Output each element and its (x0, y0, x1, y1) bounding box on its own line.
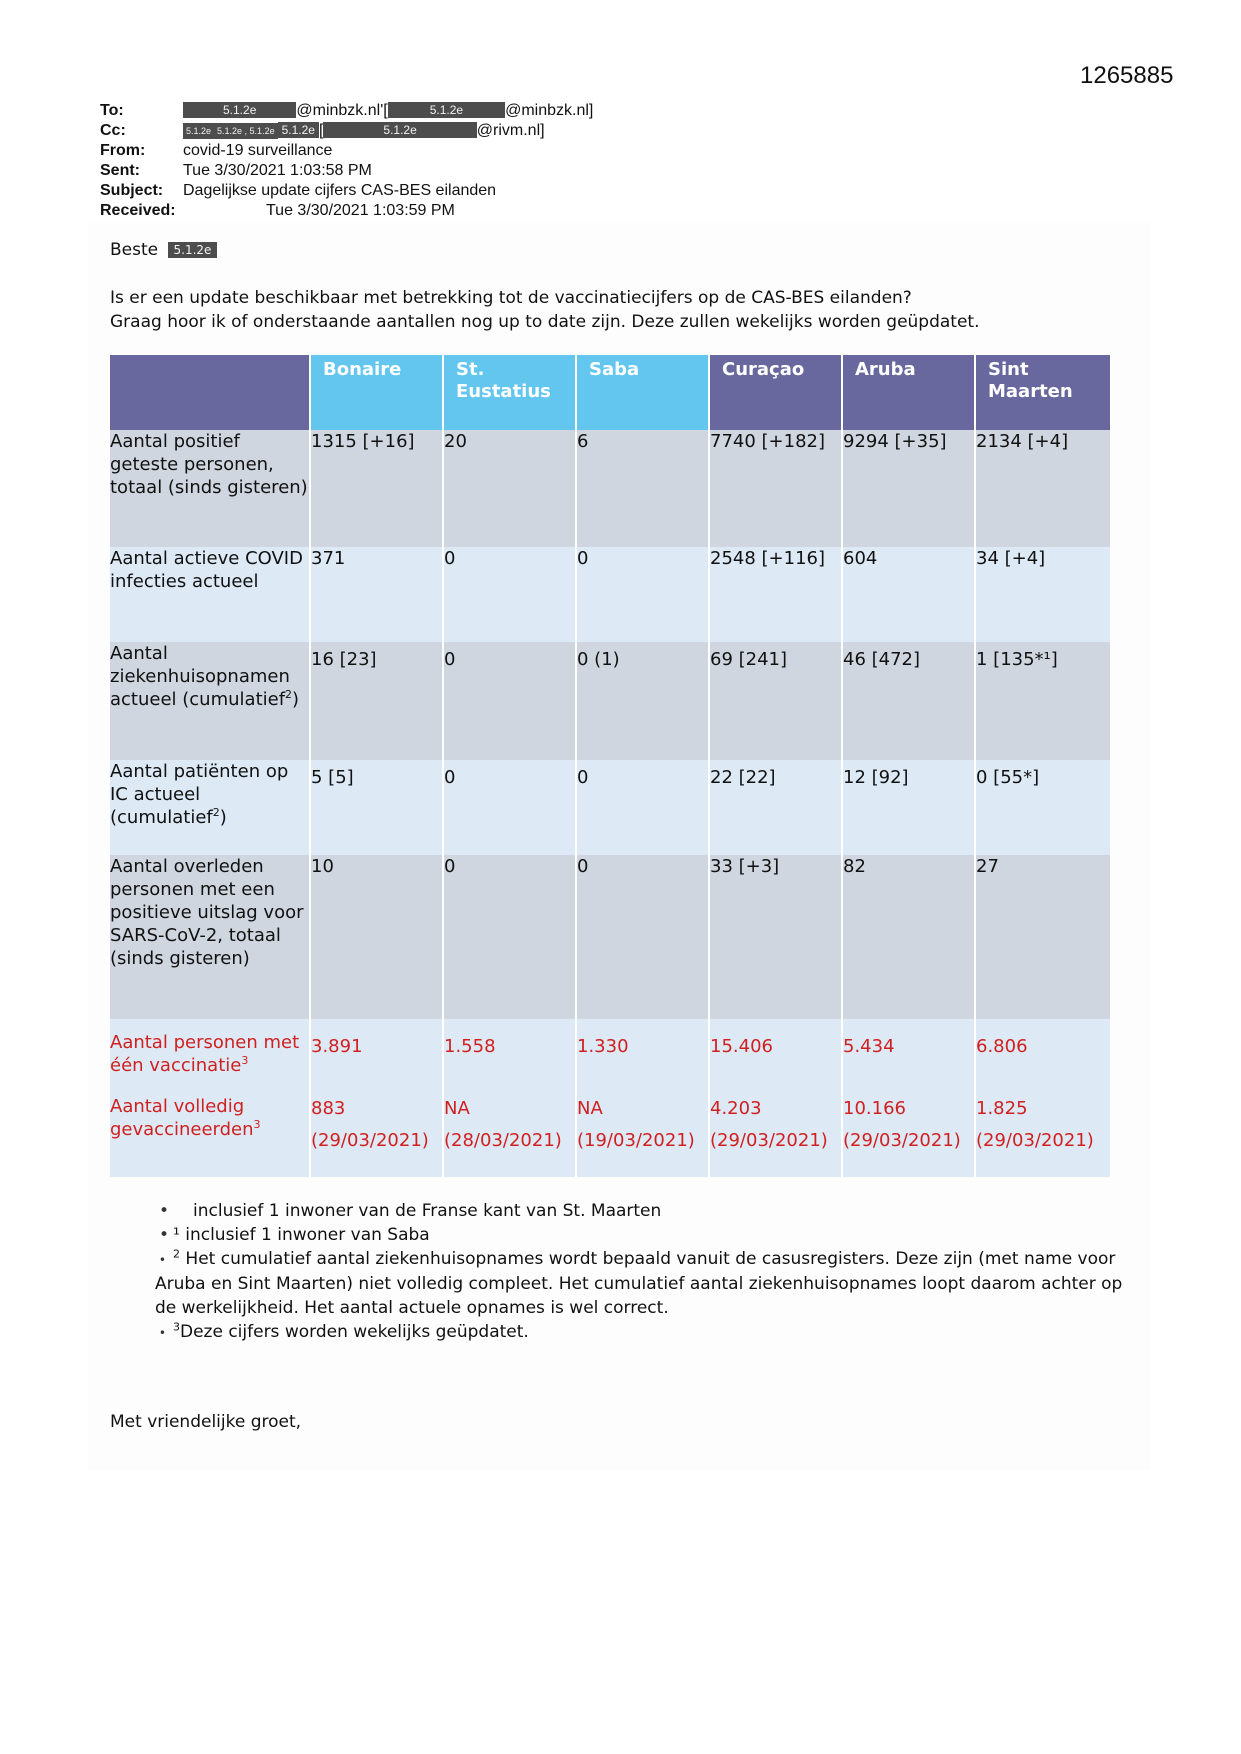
intro-line-2: Graag hoor ik of onderstaande aantallen nog up to date zijn. Deze zullen wekelijks worden geüpdatet. (110, 312, 980, 332)
cc-value (183, 121, 545, 141)
table-row (110, 430, 1110, 547)
table-cell: 0 (576, 760, 709, 855)
column-header: Sint Maarten (975, 355, 1110, 430)
table-row (110, 760, 1110, 855)
table-cell (443, 1091, 576, 1177)
table-cell: 20 (443, 430, 576, 547)
table-cell: 5 [5] (310, 760, 443, 855)
table-cell: 27 (975, 855, 1110, 1019)
table-cell (576, 1091, 709, 1177)
redaction: 5.1.2e (278, 122, 319, 138)
row-label-suffix: ) (219, 807, 227, 828)
footnote-mark: 3 (173, 1320, 180, 1334)
covid-stats-table (110, 355, 1110, 1177)
footnote-ref: 2 (212, 806, 220, 819)
footnote-text: Deze cijfers worden wekelijks geüpdatet. (180, 1322, 529, 1342)
cell-date: (28/03/2021) (444, 1130, 562, 1151)
table-cell: 34 [+4] (975, 547, 1110, 642)
table-cell: 3.891 (310, 1019, 443, 1091)
table-cell: 0 [55*] (975, 760, 1110, 855)
from-value: covid-19 surveillance (183, 142, 333, 159)
table-cell: 6.806 (975, 1019, 1110, 1091)
closing: Met vriendelijke groet, (110, 1412, 302, 1432)
table-cell: 2134 [+4] (975, 430, 1110, 547)
to-domain-1: @minbzk.nl'[ (296, 102, 388, 119)
table-cell: 15.406 (709, 1019, 842, 1091)
row-label-text: Aantal volledig gevaccineerden (110, 1096, 254, 1140)
footnote-item (155, 1320, 1135, 1345)
table-cell: 82 (842, 855, 975, 1019)
table-cell: 0 (443, 642, 576, 760)
row-label-text: Aantal personen met één vaccinatie (110, 1032, 300, 1076)
column-header: St. Eustatius (443, 355, 576, 430)
subject-value: Dagelijkse update cijfers CAS-BES eilanden (183, 182, 497, 199)
table-cell: 0 (443, 760, 576, 855)
column-header: Saba (576, 355, 709, 430)
row-label: Aantal positief geteste personen, totaal (sinds gisteren) (110, 430, 310, 547)
table-cell: 33 [+3] (709, 855, 842, 1019)
footnote-mark: 2 (173, 1247, 180, 1261)
table-cell: 1.330 (576, 1019, 709, 1091)
footnote-ref: 2 (285, 688, 293, 701)
row-label (110, 642, 310, 760)
cell-date: (29/03/2021) (311, 1130, 429, 1151)
cell-date: (29/03/2021) (976, 1130, 1094, 1151)
table-cell: 9294 [+35] (842, 430, 975, 547)
table-cell: 10 (310, 855, 443, 1019)
document-number: 1265885 (1080, 62, 1174, 89)
redaction: 5.1.2e (323, 122, 476, 138)
column-header: Bonaire (310, 355, 443, 430)
cc-separator: [ (318, 122, 324, 139)
to-label: To: (100, 102, 124, 119)
table-row (110, 855, 1110, 1019)
bullet-icon: • (155, 1253, 166, 1267)
cell-date: (19/03/2021) (577, 1130, 695, 1151)
received-label: Received: (100, 202, 176, 219)
table-cell: 12 [92] (842, 760, 975, 855)
table-cell (975, 1091, 1110, 1177)
column-header: Curaçao (709, 355, 842, 430)
footnote-item (155, 1199, 1135, 1223)
to-value (183, 101, 593, 121)
cell-value: NA (444, 1098, 470, 1119)
table-row (110, 547, 1110, 642)
redaction: 5.1.2e (388, 102, 505, 118)
row-label-text: Aantal patiënten op IC actueel (cumulatief (110, 761, 289, 828)
column-header: Aruba (842, 355, 975, 430)
footnotes (155, 1199, 1135, 1345)
row-label: Aantal actieve COVID infecties actueel (110, 547, 310, 642)
row-label: Aantal overleden personen met een positieve uitslag voor SARS-CoV-2, totaal (sinds gisteren) (110, 855, 310, 1019)
table-cell: 0 (443, 855, 576, 1019)
table-row-vaccination-one (110, 1019, 1110, 1091)
footnote-item (155, 1247, 1135, 1320)
from-label: From: (100, 142, 146, 159)
footnote-text: inclusief 1 inwoner van Saba (185, 1225, 430, 1245)
table-row (110, 642, 1110, 760)
cell-value: 10.166 (843, 1098, 906, 1119)
footnote-text: inclusief 1 inwoner van de Franse kant van St. Maarten (193, 1201, 662, 1221)
row-label (110, 1019, 310, 1091)
redaction: 5.1.2e , 5.1.2e (214, 123, 278, 139)
cell-date: (29/03/2021) (843, 1130, 961, 1151)
cc-label: Cc: (100, 122, 126, 139)
cell-value: 883 (311, 1098, 346, 1119)
bullet-icon: • (155, 1326, 166, 1340)
cell-value: NA (577, 1098, 603, 1119)
redaction: 5.1.2e (183, 102, 296, 118)
table-cell: 1 [135*¹] (975, 642, 1110, 760)
table-row-vaccination-full (110, 1091, 1110, 1177)
table-cell (709, 1091, 842, 1177)
table-cell: 2548 [+116] (709, 547, 842, 642)
table-cell: 0 (576, 547, 709, 642)
table-cell: 604 (842, 547, 975, 642)
table-cell: 16 [23] (310, 642, 443, 760)
row-label-suffix: ) (292, 689, 300, 710)
cell-value: 4.203 (710, 1098, 762, 1119)
row-label (110, 1091, 310, 1177)
redaction: 5.1.2e (183, 123, 214, 139)
bullet-icon: • (159, 1225, 170, 1245)
table-cell: 0 (1) (576, 642, 709, 760)
cell-date: (29/03/2021) (710, 1130, 828, 1151)
footnote-item (155, 1223, 1135, 1247)
intro-line-1: Is er een update beschikbaar met betrekking tot de vaccinatiecijfers op de CAS-BES eilanden? (110, 288, 912, 308)
received-value: Tue 3/30/2021 1:03:59 PM (266, 202, 455, 219)
table-cell: 0 (576, 855, 709, 1019)
table-cell: 6 (576, 430, 709, 547)
footnote-ref: 3 (253, 1118, 261, 1131)
header-corner (110, 355, 310, 430)
table-cell: 7740 [+182] (709, 430, 842, 547)
cell-value: 1.825 (976, 1098, 1028, 1119)
row-label-text: Aantal ziekenhuisopnamen actueel (cumulatief (110, 643, 290, 710)
table-cell: 69 [241] (709, 642, 842, 760)
footnote-text: Het cumulatief aantal ziekenhuisopnames wordt bepaald vanuit de casusregisters. Deze zijn (met name voor Aruba en Sint Maarten) niet volledig compleet. Het cumulatief aantal ziekenhuisopnames loopt daarom achter op de werkelijkheid. Het aantal actuele opnames is wel correct. (155, 1249, 1123, 1318)
footnote-mark: ¹ (173, 1225, 180, 1245)
table-cell (310, 1091, 443, 1177)
to-domain-2: @minbzk.nl] (505, 102, 594, 119)
table-cell: 1.558 (443, 1019, 576, 1091)
greeting-text: Beste (110, 240, 159, 260)
cc-domain: @rivm.nl] (476, 122, 545, 139)
intro-text (110, 286, 1150, 334)
table-cell: 22 [22] (709, 760, 842, 855)
table-cell: 46 [472] (842, 642, 975, 760)
bullet-icon: • (159, 1201, 170, 1221)
table-cell: 371 (310, 547, 443, 642)
subject-label: Subject: (100, 182, 164, 199)
table-cell: 0 (443, 547, 576, 642)
table-cell (842, 1091, 975, 1177)
table-cell: 1315 [+16] (310, 430, 443, 547)
row-label (110, 760, 310, 855)
greeting (110, 240, 217, 260)
footnote-ref: 3 (241, 1054, 249, 1067)
redaction: 5.1.2e (168, 242, 218, 258)
sent-value: Tue 3/30/2021 1:03:58 PM (183, 162, 372, 179)
sent-label: Sent: (100, 162, 140, 179)
table-cell: 5.434 (842, 1019, 975, 1091)
table-header-row (110, 355, 1110, 430)
